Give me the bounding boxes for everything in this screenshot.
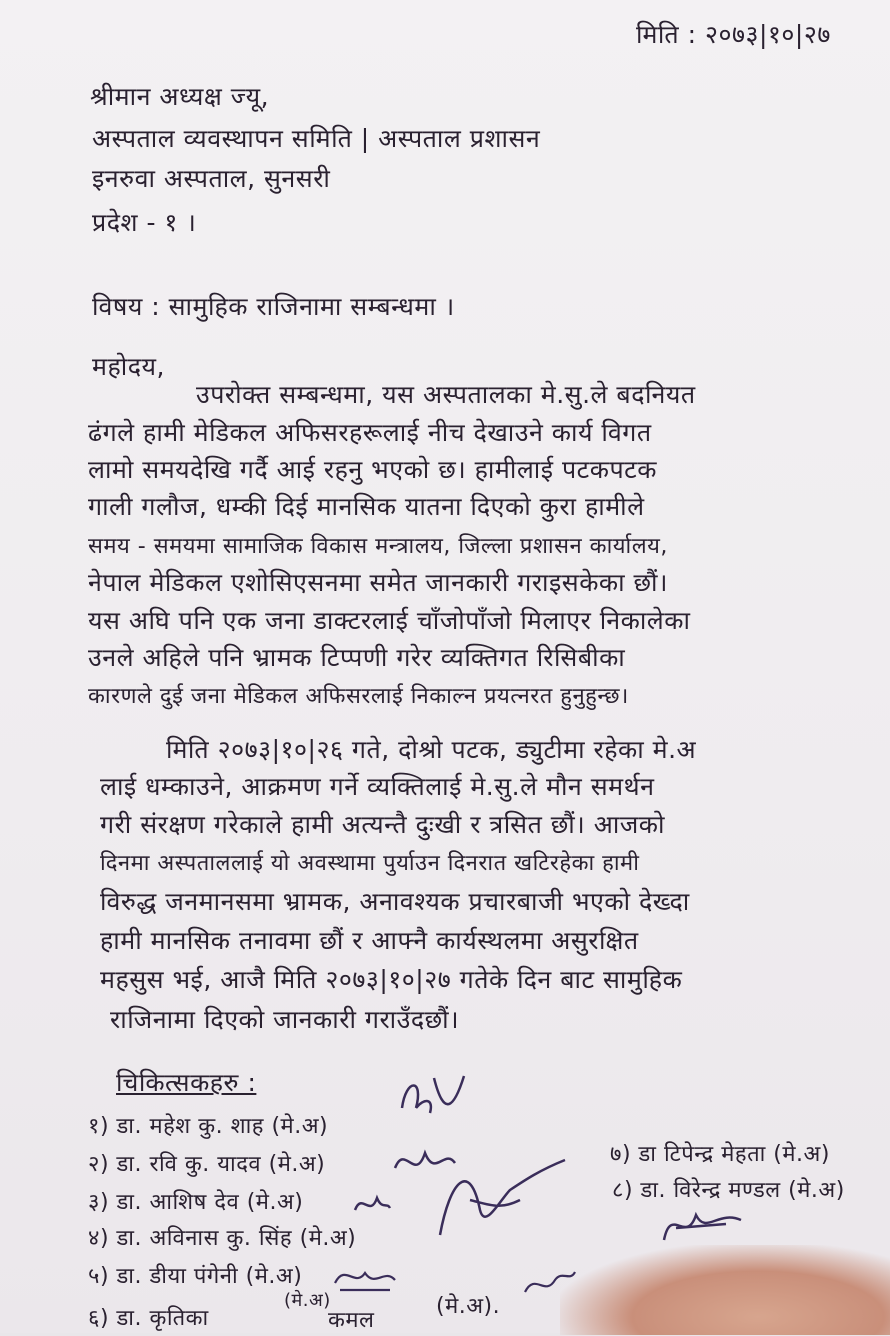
body-line: समय - समयमा सामाजिक विकास मन्त्रालय, जिल्ला प्रशासन कार्यालय,: [88, 534, 668, 559]
body-line: कारणले दुई जना मेडिकल अफिसरलाई निकाल्न प्रयत्नरत हुनुहुन्छ।: [88, 684, 629, 709]
signer-entry: ५) डा. डीया पंगेनी (मे.अ): [88, 1264, 303, 1289]
body-line: गरी संरक्षण गरेकाले हामी अत्यन्तै दुःखी र त्रसित छौं। आजको: [100, 810, 665, 839]
signature-3: [430, 1140, 570, 1250]
body-line: ढंगले हामी मेडिकल अफिसरहरूलाई नीच देखाउने कार्य विगत: [88, 418, 652, 447]
signature-5: [330, 1258, 400, 1298]
signer-entry: १) डा. महेश कु. शाह (मे.अ): [88, 1114, 329, 1139]
subject-line: विषय : सामुहिक राजिनामा सम्बन्धमा ।: [92, 292, 455, 321]
signature-7: [656, 1200, 746, 1250]
signer-entry: २) डा. रवि कु. यादव (मे.अ): [88, 1152, 326, 1177]
signer-entry: ७) डा टिपेन्द्र मेहता (मे.अ): [610, 1142, 830, 1167]
signature-1: [394, 1068, 474, 1138]
handwritten-note: कमल: [328, 1308, 375, 1333]
signer-entry: ३) डा. आशिष देव (मे.अ): [88, 1190, 304, 1215]
body-line: गाली गलौज, धम्की दिई मानसिक यातना दिएको कुरा हामीले: [88, 492, 645, 521]
letter-date: मिति : २०७३|१०|२७: [636, 20, 831, 49]
body-line: राजिनामा दिएको जानकारी गराउँदछौं।: [110, 1005, 460, 1034]
handwritten-note: (मे.अ).: [436, 1294, 501, 1319]
signer-entry: ८) डा. विरेन्द्र मण्डल (मे.अ): [612, 1178, 845, 1203]
body-line: लाई धम्काउने, आक्रमण गर्ने व्यक्तिलाई मे.सु.ले मौन समर्थन: [100, 772, 655, 801]
address-line-1: श्रीमान अध्यक्ष ज्यू,: [90, 82, 270, 111]
body-line: विरुद्ध जनमानसमा भ्रामक, अनावश्यक प्रचारबाजी भएको देख्दा: [100, 887, 690, 916]
signer-entry: ४) डा. अविनास कु. सिंह (मे.अ): [88, 1226, 357, 1251]
address-line-2: अस्पताल व्यवस्थापन समिति | अस्पताल प्रशासन: [92, 124, 541, 153]
signature-4: [352, 1190, 392, 1220]
body-line: हामी मानसिक तनावमा छौं र आफ्नै कार्यस्थलमा असुरक्षित: [100, 926, 639, 955]
body-line: दिनमा अस्पताललाई यो अवस्थामा पुर्याउन दिनरात खटिरहेका हामी: [100, 851, 640, 876]
body-line: महसुस भई, आजै मिति २०७३|१०|२७ गतेके दिन बाट सामुहिक: [100, 965, 683, 994]
address-line-4: प्रदेश - १ ।: [92, 208, 197, 237]
signers-heading: चिकित्सकहरु :: [116, 1068, 257, 1097]
handwritten-note: (मे.अ): [284, 1290, 331, 1311]
body-line: मिति २०७३|१०|२६ गते, दोश्रो पटक, ड्युटीमा रहेका मे.अ: [166, 735, 697, 764]
hand-holding-paper: [560, 1245, 890, 1335]
salutation: महोदय,: [92, 352, 165, 381]
body-line: यस अघि पनि एक जना डाक्टरलाई चाँजोपाँजो मिलाएर निकालेका: [88, 606, 691, 635]
body-line: लामो समयदेखि गर्दै आई रहनु भएको छ। हामीलाई पटकपटक: [88, 455, 657, 484]
signer-entry: ६) डा. कृतिका: [88, 1306, 209, 1331]
body-line: उपरोक्त सम्बन्धमा, यस अस्पतालका मे.सु.ले बदनियत: [196, 380, 696, 409]
address-line-3: इनरुवा अस्पताल, सुनसरी: [92, 164, 331, 193]
body-line: नेपाल मेडिकल एशोसिएसनमा समेत जानकारी गराइसकेका छौं।: [88, 568, 669, 597]
body-line: उनले अहिले पनि भ्रामक टिप्पणी गरेर व्यक्तिगत रिसिबीका: [88, 643, 626, 672]
